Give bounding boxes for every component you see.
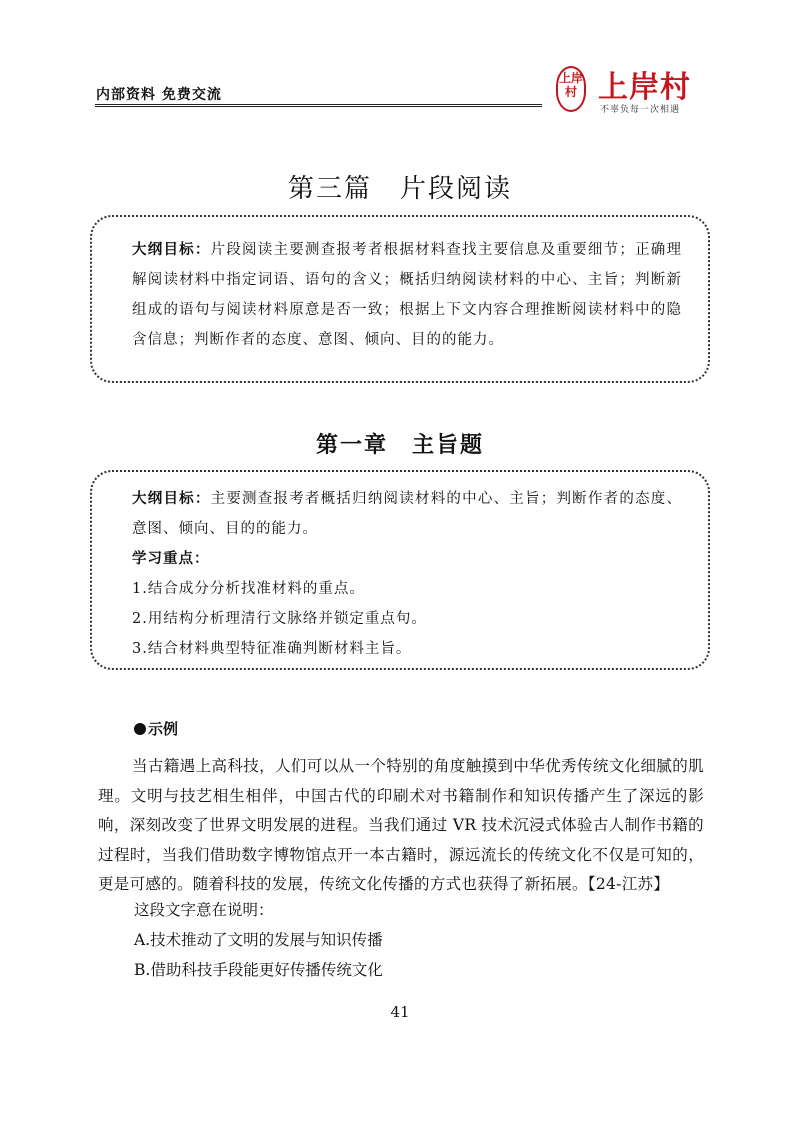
- brand-slogan: 不辜负每一次相遇: [600, 105, 681, 115]
- header-left-text: 内部资料 免费交流: [96, 87, 222, 103]
- question-stem: 这段文字意在说明：: [134, 901, 274, 919]
- header-rule-lower: [95, 106, 542, 107]
- passage-text: 当古籍遇上高科技，人们可以从一个特别的角度触摸到中华优秀传统文化细腻的肌理。文明与技艺相生相伴，中国古代的印刷术对书籍制作和知识传播产生了深远的影响，深刻改变了世界文明发展的进程。当我们通过 VR 技术沉浸式体验古人制作书籍的过程时，当我们借助数字博物馆点开一本古籍时，源远流长的传统文化不仅是可知的，更是可感的。随着科技的发展，传统文化传播的方式也获得了新拓展。【24-江苏】: [98, 757, 704, 893]
- outline-text: 片段阅读主要测查报考者根据材料查找主要信息及重要细节；正确理解阅读材料中指定词语、语句的含义；概括归纳阅读材料的中心、主旨；判断新组成的语句与阅读材料原意是否一致；根据上下文内容合理推断阅读材料中的隐含信息；判断作者的态度、意图、倾向、目的的能力。: [132, 242, 683, 348]
- example-passage: [98, 752, 704, 900]
- brand-name: 上岸村: [598, 70, 691, 105]
- chapter-outline-text: 主要测查报考者概括归纳阅读材料的中心、主旨；判断作者的态度、意图、倾向、目的的能力。: [132, 491, 683, 537]
- bullet-dot-icon: [134, 723, 146, 735]
- option-a: A.技术推动了文明的发展与知识传播: [134, 931, 383, 949]
- example-heading: [134, 718, 178, 739]
- study-focus-label: 学习重点：: [132, 551, 210, 567]
- chapter-outline-label: 大纲目标：: [132, 491, 211, 507]
- option-b: B.借助科技手段能更好传播传统文化: [134, 961, 383, 979]
- outline-paragraph: [132, 235, 682, 355]
- study-point: 2.用结构分析理清行文脉络并锁定重点句。: [132, 611, 427, 627]
- brand-seal-logo: 上岸村: [556, 66, 586, 112]
- chapter-outline-box: [90, 470, 710, 670]
- study-point: 3.结合材料典型特征准确判断材料主旨。: [132, 641, 412, 657]
- outline-label: 大纲目标：: [132, 242, 211, 258]
- chapter-title: 第一章 主旨题: [315, 433, 484, 458]
- header-rule: [95, 104, 542, 105]
- study-point: 1.结合成分分析找准材料的重点。: [132, 581, 365, 597]
- chapter-outline-paragraph: [132, 484, 682, 544]
- part-title: 第三篇 片段阅读: [287, 174, 512, 204]
- example-heading-text: 示例: [148, 720, 179, 738]
- page-number: 41: [390, 1003, 410, 1021]
- outline-box: [90, 215, 710, 383]
